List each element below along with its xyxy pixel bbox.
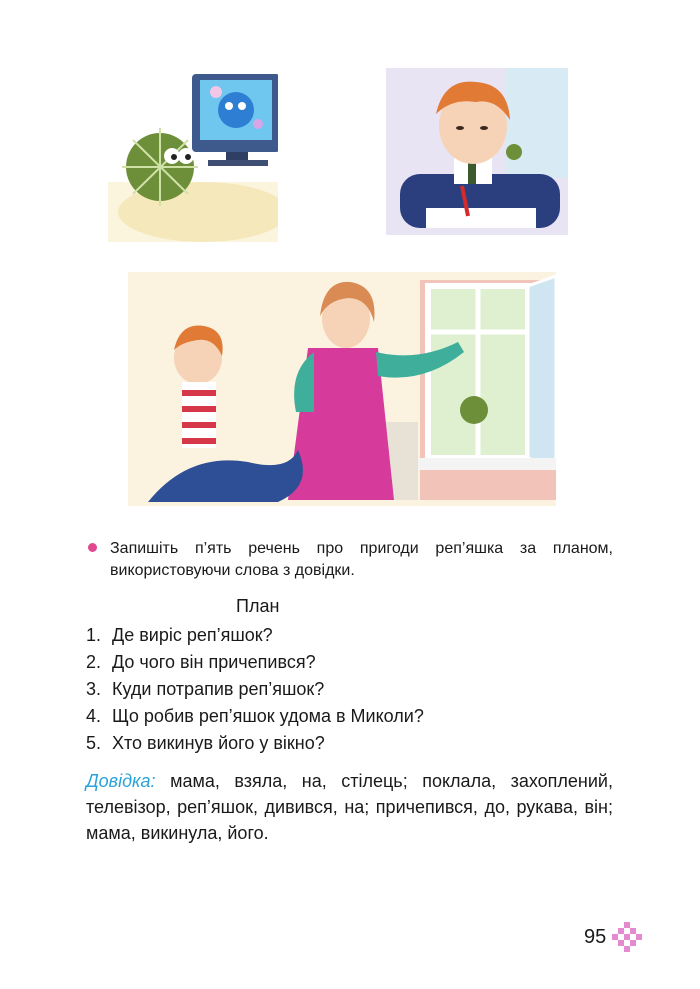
plan-item: 2. До чого він причепився?	[86, 652, 316, 672]
plan-list	[86, 622, 424, 757]
task-text: Запишіть п’ять речень про пригоди реп’яшка за планом, використовуючи слова з довідки.	[110, 540, 613, 579]
plan-item: 5. Хто викинув його у вікно?	[86, 733, 325, 753]
plan-item: 3. Куди потрапив реп’яшок?	[86, 679, 325, 699]
reference-text: мама, взяла, на, стілець; поклала, захоплений, телевізор, реп’яшок, дивився, на; причепився, до, рукава, він; мама, викинула, його.	[86, 771, 613, 843]
reference-label: Довідка:	[86, 771, 156, 791]
ornament-icon	[612, 922, 642, 952]
plan-item: 1. Де виріс реп’яшок?	[86, 625, 273, 645]
plan-title: План	[236, 596, 280, 616]
bullet-icon	[88, 543, 97, 552]
plan-item: 4. Що робив реп’яшок удома в Миколи?	[86, 706, 424, 726]
reference-words	[86, 768, 613, 846]
task-instruction	[88, 538, 613, 582]
illustration-burdock-tv	[108, 62, 278, 242]
illustration-boy-writing	[386, 68, 568, 235]
page-number: 95	[584, 926, 607, 948]
illustration-mother-window	[128, 272, 556, 506]
